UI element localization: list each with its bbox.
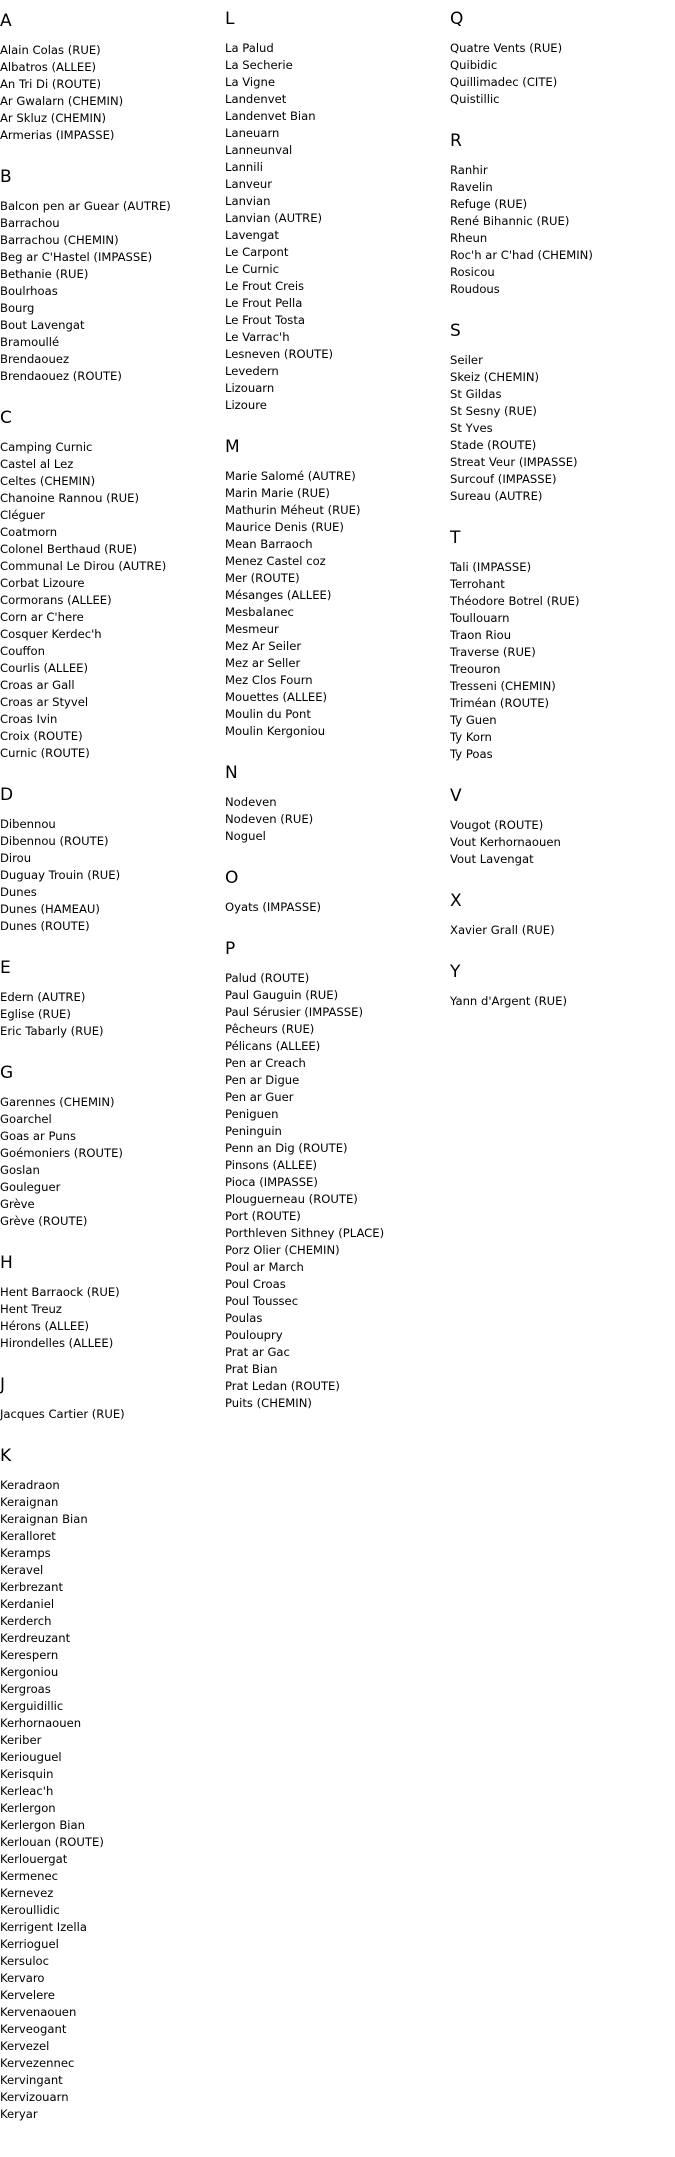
street-list-item: Grève: [0, 1197, 35, 1211]
street-list-item: Jacques Cartier (RUE): [0, 1407, 125, 1421]
letter-group: [450, 777, 675, 868]
street-list: [225, 468, 450, 740]
street-list-item: An Tri Di (ROUTE): [0, 77, 101, 91]
street-list-item: Mez ar Seller: [225, 656, 301, 670]
street-list-item: Pinsons (ALLEE): [225, 1158, 318, 1172]
street-list: [0, 1094, 225, 1230]
street-list-item: Laneuarn: [225, 126, 280, 140]
street-list-item: Vougot (ROUTE): [450, 818, 544, 832]
street-list-item: Terrohant: [450, 577, 505, 591]
street-list-item: La Secherie: [225, 58, 293, 72]
street-list-item: Moulin du Pont: [225, 707, 311, 721]
letter-group: [450, 519, 675, 763]
street-list-item: Keraignan: [0, 1495, 59, 1509]
street-list-item: Port (ROUTE): [225, 1209, 301, 1223]
letter-heading: E: [0, 958, 11, 978]
street-list-item: Keroullidic: [0, 1903, 60, 1917]
letter-heading: V: [450, 786, 462, 806]
street-list-item: Croix (ROUTE): [0, 729, 83, 743]
letter-heading: J: [0, 1375, 6, 1395]
street-list-item: Traon Riou: [450, 628, 512, 642]
letter-heading: O: [225, 868, 239, 888]
street-list-item: Mouettes (ALLEE): [225, 690, 328, 704]
street-list-item: Cléguer: [0, 508, 46, 522]
street-list-item: Brendaouez: [0, 352, 70, 366]
street-list-item: Mez Clos Fourn: [225, 673, 313, 687]
street-list-item: Croas ar Gall: [0, 678, 75, 692]
street-list-item: Dibennou: [0, 817, 56, 831]
street-list: [0, 989, 225, 1040]
street-list-item: Oyats (IMPASSE): [225, 900, 322, 914]
street-list-item: Le Frout Pella: [225, 296, 303, 310]
letter-group: [0, 776, 225, 935]
street-list: [450, 922, 675, 939]
street-list-item: Barrachou (CHEMIN): [0, 233, 119, 247]
street-list-item: Rheun: [450, 231, 488, 245]
street-list: [225, 40, 450, 414]
letter-heading: K: [0, 1446, 12, 1466]
street-list-item: Chanoine Rannou (RUE): [0, 491, 140, 505]
letter-heading: N: [225, 763, 238, 783]
street-list-item: Treouron: [450, 662, 501, 676]
letter-group: [225, 428, 450, 740]
street-list-item: Nodeven (RUE): [225, 812, 314, 826]
street-list-item: Tali (IMPASSE): [450, 560, 532, 574]
street-list-item: Goslan: [0, 1163, 40, 1177]
street-list-item: St Sesny (RUE): [450, 404, 537, 418]
street-list-item: Hent Treuz: [0, 1302, 62, 1316]
letter-heading: Q: [450, 9, 464, 29]
street-list-item: Goas ar Puns: [0, 1129, 76, 1143]
street-list-item: Quibidic: [450, 58, 498, 72]
street-list-item: Ravelin: [450, 180, 493, 194]
street-list-item: Kerlergon: [0, 1801, 56, 1815]
street-list-item: Kerbrezant: [0, 1580, 64, 1594]
street-list-item: Tresseni (CHEMIN): [450, 679, 556, 693]
letter-group: [450, 882, 675, 939]
street-list-item: Kersuloc: [0, 1954, 50, 1968]
street-list-item: Stade (ROUTE): [450, 438, 537, 452]
street-list-item: Streat Veur (IMPASSE): [450, 455, 578, 469]
street-list-item: Mésanges (ALLEE): [225, 588, 332, 602]
street-list-item: Grève (ROUTE): [0, 1214, 88, 1228]
street-list-item: Lanvian (AUTRE): [225, 211, 323, 225]
street-list-item: Cormorans (ALLEE): [0, 593, 112, 607]
street-list-item: Lanneunval: [225, 143, 293, 157]
street-list-item: La Vigne: [225, 75, 275, 89]
street-list-item: Hirondelles (ALLEE): [0, 1336, 114, 1350]
street-list-item: Hérons (ALLEE): [0, 1319, 90, 1333]
street-list-item: Croas Ivin: [0, 712, 58, 726]
street-list-item: Eglise (RUE): [0, 1007, 71, 1021]
street-list-item: Kervaro: [0, 1971, 45, 1985]
street-list-item: Ty Guen: [450, 713, 497, 727]
street-list-item: Keramps: [0, 1546, 51, 1560]
street-list-item: Keriouguel: [0, 1750, 62, 1764]
street-list-item: Dunes: [0, 885, 37, 899]
street-list: [0, 42, 225, 144]
street-list-item: Bramoullé: [0, 335, 60, 349]
street-list-item: Goarchel: [0, 1112, 52, 1126]
street-list-item: Sureau (AUTRE): [450, 489, 543, 503]
street-list-item: Lesneven (ROUTE): [225, 347, 334, 361]
street-list-item: Poulouprу: [225, 1328, 283, 1342]
street-list-item: Kervenaouen: [0, 2005, 77, 2019]
street-list-item: Edern (AUTRE): [0, 990, 86, 1004]
street-list-item: Prat ar Gac: [225, 1345, 290, 1359]
street-list-item: Seiler: [450, 353, 483, 367]
street-list-item: Noguel: [225, 829, 266, 843]
street-list-item: Boulrhoas: [0, 284, 58, 298]
street-list-item: Lavengat: [225, 228, 279, 242]
letter-group: [0, 1366, 225, 1423]
street-list-item: Ar Skluz (CHEMIN): [0, 111, 107, 125]
street-list-item: Lizoure: [225, 398, 267, 412]
letter-heading: D: [0, 785, 14, 805]
street-list-item: Surcouf (IMPASSE): [450, 472, 557, 486]
street-list: [0, 816, 225, 935]
street-list-item: Kerisquin: [0, 1767, 54, 1781]
street-list-item: Goémoniers (ROUTE): [0, 1146, 123, 1160]
street-list: [450, 40, 675, 108]
street-list-item: Ranhir: [450, 163, 488, 177]
street-list-item: St Yves: [450, 421, 493, 435]
street-list-item: Toullouarn: [450, 611, 510, 625]
street-list: [450, 817, 675, 868]
letter-heading: B: [0, 167, 12, 187]
street-list: [450, 162, 675, 298]
street-list-item: Dirou: [0, 851, 32, 865]
street-list-item: Camping Curnic: [0, 440, 93, 454]
street-list-item: Pélicans (ALLEE): [225, 1039, 321, 1053]
street-list-item: Pen ar Digue: [225, 1073, 300, 1087]
street-list-item: Maurice Denis (RUE): [225, 520, 344, 534]
letter-group: [450, 0, 675, 108]
street-list-item: Ty Poas: [450, 747, 493, 761]
street-list-item: Quistillic: [450, 92, 500, 106]
street-list-item: Plouguerneau (ROUTE): [225, 1192, 358, 1206]
street-list-item: Bout Lavengat: [0, 318, 85, 332]
street-list-item: Courlis (ALLEE): [0, 661, 89, 675]
street-list-item: Roc'h ar C'had (CHEMIN): [450, 248, 593, 262]
letter-group: [225, 859, 450, 916]
street-list-item: Levedern: [225, 364, 279, 378]
street-list-item: La Palud: [225, 41, 274, 55]
street-list-item: Mesbalanec: [225, 605, 294, 619]
street-list-item: Le Carpont: [225, 245, 289, 259]
index-column-1: [0, 0, 225, 2137]
street-list-item: Brendaouez (ROUTE): [0, 369, 122, 383]
letter-group: [225, 0, 450, 414]
street-list-item: Kerderch: [0, 1614, 52, 1628]
street-list-item: Menez Castel coz: [225, 554, 326, 568]
street-list-item: Keralloret: [0, 1529, 56, 1543]
street-list-item: Palud (ROUTE): [225, 971, 310, 985]
street-list: [450, 559, 675, 763]
street-list-item: Kervelere: [0, 1988, 55, 2002]
street-list-item: Balcon pen ar Guear (AUTRE): [0, 199, 171, 213]
street-list-item: Rosicou: [450, 265, 495, 279]
street-list-item: Kervezennec: [0, 2056, 75, 2070]
street-list-item: Keriber: [0, 1733, 42, 1747]
street-list-item: Dunes (ROUTE): [0, 919, 90, 933]
street-list: [225, 899, 450, 916]
street-list-item: Corbat Lizoure: [0, 576, 85, 590]
street-list-item: Kervezel: [0, 2039, 50, 2053]
street-list-item: Skeiz (CHEMIN): [450, 370, 540, 384]
street-list-item: Kerrioguel: [0, 1937, 59, 1951]
street-list-item: Curnic (ROUTE): [0, 746, 90, 760]
letter-heading: G: [0, 1063, 14, 1083]
street-list-item: Ty Korn: [450, 730, 492, 744]
street-list-item: Roudous: [450, 282, 500, 296]
letter-group: [225, 930, 450, 1412]
street-list-item: Penn an Dig (ROUTE): [225, 1141, 348, 1155]
street-list-item: Mer (ROUTE): [225, 571, 300, 585]
letter-heading: M: [225, 437, 240, 457]
street-list-item: Eric Tabarly (RUE): [0, 1024, 104, 1038]
street-list-item: Armerias (IMPASSE): [0, 128, 115, 142]
street-list-item: Poul ar March: [225, 1260, 304, 1274]
street-list-item: Xavier Grall (RUE): [450, 923, 555, 937]
letter-group: [0, 399, 225, 762]
street-list-item: Pen ar Creach: [225, 1056, 306, 1070]
street-list-item: Mesmeur: [225, 622, 279, 636]
street-list-item: Poulas: [225, 1311, 263, 1325]
letter-group: [225, 754, 450, 845]
street-list-item: Keradraon: [0, 1478, 60, 1492]
street-list-item: Nodeven: [225, 795, 277, 809]
letter-group: [0, 1244, 225, 1352]
letter-heading: L: [225, 9, 235, 29]
street-list-item: Triméan (ROUTE): [450, 696, 550, 710]
street-list-item: Kerguidillic: [0, 1699, 64, 1713]
street-list-item: Kervingant: [0, 2073, 63, 2087]
letter-heading: X: [450, 891, 462, 911]
street-list: [0, 1477, 225, 2123]
street-list-item: Pen ar Guer: [225, 1090, 294, 1104]
street-list-item: Celtes (CHEMIN): [0, 474, 96, 488]
street-list-item: St Gildas: [450, 387, 502, 401]
street-list-item: Poul Toussec: [225, 1294, 299, 1308]
street-list-item: Kerhornaouen: [0, 1716, 82, 1730]
index-column-3: [450, 0, 675, 2137]
street-list-item: Théodore Botrel (RUE): [450, 594, 580, 608]
street-list-item: Marin Marie (RUE): [225, 486, 330, 500]
street-list-item: Poul Croas: [225, 1277, 286, 1291]
street-list-item: Refuge (RUE): [450, 197, 528, 211]
street-list-item: Peniguen: [225, 1107, 279, 1121]
street-list: [0, 198, 225, 385]
street-list-item: Vout Lavengat: [450, 852, 534, 866]
street-list-item: Keravel: [0, 1563, 44, 1577]
street-list-item: Yann d'Argent (RUE): [450, 994, 567, 1008]
street-list-item: Barrachou: [0, 216, 60, 230]
street-list-item: Kerdaniel: [0, 1597, 55, 1611]
street-list-item: Lanveur: [225, 177, 273, 191]
letter-heading: C: [0, 408, 12, 428]
street-list-item: Kerlouergat: [0, 1852, 68, 1866]
street-list: [0, 1284, 225, 1352]
letter-heading: P: [225, 939, 236, 959]
street-list: [450, 352, 675, 505]
street-list-item: Ar Gwalarn (CHEMIN): [0, 94, 124, 108]
letter-heading: H: [0, 1253, 13, 1273]
street-list-item: Dunes (HAMEAU): [0, 902, 100, 916]
street-list-item: Hent Barraock (RUE): [0, 1285, 120, 1299]
street-list-item: Kerdreuzant: [0, 1631, 71, 1645]
street-list-item: Kerrigent Izella: [0, 1920, 87, 1934]
street-list-item: Lannili: [225, 160, 263, 174]
street-list-item: Mez Ar Seiler: [225, 639, 302, 653]
street-list: [0, 439, 225, 762]
street-list-item: Communal Le Dirou (AUTRE): [0, 559, 167, 573]
street-list-item: Keryar: [0, 2107, 38, 2121]
street-list-item: Kerveogant: [0, 2022, 67, 2036]
street-list-item: Le Varrac'h: [225, 330, 290, 344]
street-list-item: Quatre Vents (RUE): [450, 41, 563, 55]
street-list: [225, 970, 450, 1412]
street-list: [0, 1406, 225, 1423]
street-list-item: Albatros (ALLEE): [0, 60, 97, 74]
street-list-item: René Bihannic (RUE): [450, 214, 570, 228]
street-list-item: Kerleac'h: [0, 1784, 54, 1798]
street-list-item: Dibennou (ROUTE): [0, 834, 109, 848]
street-list-item: Couffon: [0, 644, 45, 658]
street-list: [225, 794, 450, 845]
street-list-item: Le Frout Tosta: [225, 313, 305, 327]
street-list-item: Paul Sérusier (IMPASSE): [225, 1005, 363, 1019]
letter-group: [0, 158, 225, 385]
street-list-item: Kervizouarn: [0, 2090, 69, 2104]
street-list-item: Kerespern: [0, 1648, 59, 1662]
letter-heading: Y: [450, 962, 461, 982]
letter-heading: R: [450, 131, 462, 151]
street-list-item: Le Frout Creis: [225, 279, 305, 293]
street-list: [450, 993, 675, 1010]
street-list-item: Le Curnic: [225, 262, 280, 276]
street-list-item: Bourg: [0, 301, 35, 315]
street-list-item: Moulin Kergoniou: [225, 724, 326, 738]
letter-group: [450, 122, 675, 298]
letter-heading: S: [450, 321, 461, 341]
street-list-item: Coatmorn: [0, 525, 58, 539]
street-list-item: Cosquer Kerdec'h: [0, 627, 102, 641]
letter-heading: A: [0, 11, 12, 31]
street-list-item: Traverse (RUE): [450, 645, 536, 659]
street-list-item: Keraignan Bian: [0, 1512, 88, 1526]
street-list-item: Duguay Trouin (RUE): [0, 868, 121, 882]
street-list-item: Lanvian: [225, 194, 271, 208]
street-list-item: Vout Kerhornaouen: [450, 835, 561, 849]
street-list-item: Colonel Berthaud (RUE): [0, 542, 138, 556]
street-list-item: Porthleven Sithney (PLACE): [225, 1226, 385, 1240]
street-list-item: Lizouarn: [225, 381, 275, 395]
street-list-item: Puits (CHEMIN): [225, 1396, 312, 1410]
street-list-item: Kermenec: [0, 1869, 59, 1883]
street-list-item: Pêcheurs (RUE): [225, 1022, 315, 1036]
letter-group: [0, 949, 225, 1040]
letter-group: [0, 1437, 225, 2123]
street-list-item: Kernevez: [0, 1886, 54, 1900]
street-list-item: Alain Colas (RUE): [0, 43, 101, 57]
letter-group: [0, 0, 225, 144]
street-list-item: Kerlergon Bian: [0, 1818, 85, 1832]
street-list-item: Kergoniou: [0, 1665, 59, 1679]
street-list-item: Paul Gauguin (RUE): [225, 988, 339, 1002]
street-list-item: Croas ar Styvel: [0, 695, 89, 709]
letter-group: [450, 953, 675, 1010]
street-list-item: Castel al Lez: [0, 457, 74, 471]
street-list-item: Prat Bian: [225, 1362, 278, 1376]
street-list-item: Bethanie (RUE): [0, 267, 89, 281]
street-list-item: Corn ar C'here: [0, 610, 84, 624]
street-list-item: Quillimadec (CITE): [450, 75, 558, 89]
street-list-item: Beg ar C'Hastel (IMPASSE): [0, 250, 153, 264]
street-list-item: Gouleguer: [0, 1180, 61, 1194]
street-list-item: Marie Salomé (AUTRE): [225, 469, 356, 483]
index-column-2: [225, 0, 450, 2137]
street-list-item: Porz Olier (CHEMIN): [225, 1243, 340, 1257]
street-list-item: Kerlouan (ROUTE): [0, 1835, 104, 1849]
street-list-item: Landenvet: [225, 92, 287, 106]
street-list-item: Garennes (CHEMIN): [0, 1095, 115, 1109]
letter-group: [450, 312, 675, 505]
street-list-item: Prat Ledan (ROUTE): [225, 1379, 340, 1393]
street-list-item: Pioca (IMPASSE): [225, 1175, 318, 1189]
letter-heading: T: [450, 528, 461, 548]
street-list-item: Peninguin: [225, 1124, 282, 1138]
letter-group: [0, 1054, 225, 1230]
street-list-item: Kergroas: [0, 1682, 51, 1696]
street-list-item: Mean Barraoch: [225, 537, 313, 551]
street-list-item: Landenvet Bian: [225, 109, 316, 123]
street-list-item: Mathurin Méheut (RUE): [225, 503, 361, 517]
